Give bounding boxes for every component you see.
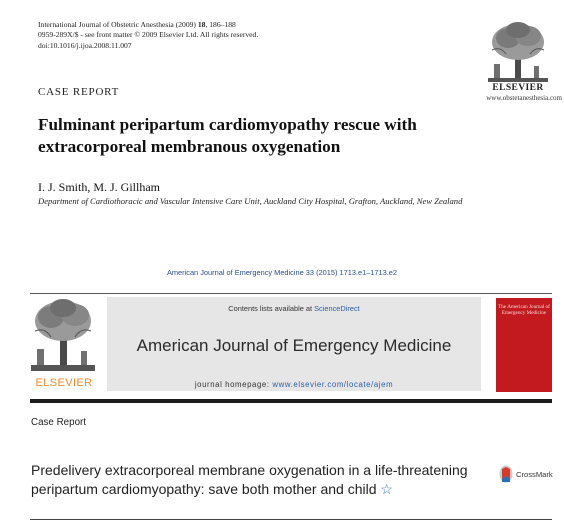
divider — [30, 519, 552, 520]
journal-homepage — [107, 380, 481, 389]
divider — [30, 293, 552, 294]
journal-cover-title: The American Journal of Emergency Medicine — [498, 304, 550, 317]
journal-citation-link[interactable]: American Journal of Emergency Medicine 33 (2015) 1713.e1–1713.e2 — [166, 268, 398, 277]
journal-name: American Journal of Emergency Medicine — [136, 336, 452, 355]
homepage-prefix: journal homepage: — [194, 380, 273, 389]
sciencedirect-link[interactable]: ScienceDirect — [314, 304, 360, 313]
crossmark-icon[interactable] — [499, 465, 513, 485]
elsevier-logo-text: ELSEVIER — [492, 83, 544, 93]
elsevier-tree-logo — [31, 297, 95, 373]
issn-line: 0959-289X/$ - see front matter © 2009 Elsevier Ltd. All rights reserved. — [38, 30, 259, 40]
crossmark-label[interactable]: CrossMark — [516, 470, 553, 479]
contents-prefix: Contents lists available at — [228, 304, 315, 313]
article-title: Fulminant peripartum cardiomyopathy rescue with extracorporeal membranous oxygenation — [38, 115, 417, 156]
title-footnote-mark[interactable]: ☆ — [380, 480, 393, 497]
elsevier-logo-text: ELSEVIER — [35, 377, 93, 389]
journal-metadata — [38, 20, 398, 51]
article-title-text: Predelivery extracorporeal membrane oxygenation in a life-threatening peripartum cardiomyopathy: save both mother and child — [31, 462, 468, 497]
authors: I. J. Smith, M. J. Gillham — [38, 180, 161, 194]
thick-divider — [30, 399, 552, 403]
journal-website-link[interactable]: www.obstetanesthesia.com — [486, 94, 562, 102]
contents-availability — [107, 304, 481, 313]
homepage-link[interactable]: www.elsevier.com/locate/ajem — [272, 380, 394, 389]
journal-volume: 18 — [197, 20, 206, 29]
affiliation: Department of Cardiothoracic and Vascular Intensive Care Unit, Auckland City Hospital, Grafton, Auckland, New Zealand — [38, 196, 463, 206]
section-heading: CASE REPORT — [38, 86, 120, 98]
elsevier-tree-logo — [488, 20, 548, 82]
journal-pages: , 186–188 — [205, 20, 236, 29]
section-heading: Case Report — [31, 417, 86, 428]
journal-citation: International Journal of Obstetric Anesthesia (2009) — [38, 20, 198, 29]
journal-citation-line — [38, 20, 398, 30]
doi-link[interactable]: doi:10.1016/j.ijoa.2008.11.007 — [38, 40, 132, 50]
article-title — [31, 461, 471, 498]
